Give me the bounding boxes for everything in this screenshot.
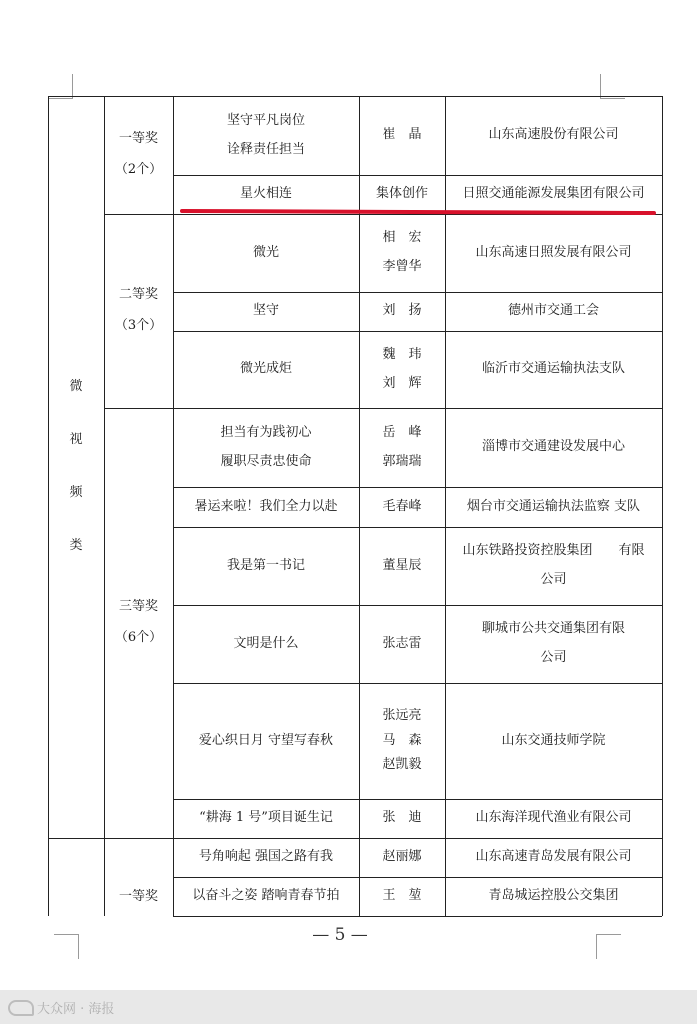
author-cell (360, 215, 444, 291)
author-text: 集体创作 (375, 186, 428, 202)
org-text: 山东高速日照发展有限公司 (475, 244, 632, 260)
org-text: 山东铁路投资控股集团 有限 (462, 543, 645, 559)
work-title-cell (174, 606, 358, 682)
author-cell (360, 606, 444, 682)
title-text: 坚守 (252, 303, 279, 319)
author-cell (360, 176, 444, 213)
table-border-right (662, 96, 663, 916)
author-cell (360, 839, 444, 876)
work-title-cell (174, 878, 358, 915)
award-first-prize (104, 96, 173, 214)
work-title-cell (174, 215, 358, 291)
author-text: 董星辰 (382, 557, 422, 573)
row-divider (173, 916, 662, 917)
author-cell (360, 293, 444, 330)
org-text: 烟台市交通运输执法监察 支队 (466, 498, 641, 514)
organization-cell (446, 293, 661, 330)
organization-cell (446, 684, 661, 798)
author-text: 张志雷 (382, 635, 422, 651)
work-title-cell (174, 839, 358, 876)
author-cell (360, 409, 444, 486)
organization-cell (446, 332, 661, 407)
author-text: 郭瑞瑞 (382, 453, 422, 469)
title-text: 暑运来啦！我们全力以赴 (194, 498, 338, 514)
author-cell (360, 528, 444, 604)
org-text: 淄博市交通建设发展中心 (481, 439, 625, 455)
author-text: 张远亮 (382, 707, 422, 723)
organization-cell (446, 97, 661, 174)
work-title-cell (174, 97, 358, 174)
author-text: 魏 玮 (382, 346, 422, 362)
work-title-cell (174, 488, 358, 526)
watermark (8, 998, 114, 1017)
watermark-text: 大众网 · 海报 (37, 1002, 115, 1017)
org-text: 青岛城运控股公交集团 (488, 888, 619, 904)
title-text: 担当有为践初心 (220, 424, 312, 440)
work-title-cell (174, 800, 358, 837)
work-title-cell (174, 176, 358, 213)
category-char: 类 (69, 537, 83, 553)
award-second-prize (104, 214, 173, 408)
award-label: 二等奖 (118, 287, 158, 303)
org-text: 临沂市交通运输执法支队 (481, 361, 625, 377)
author-cell (360, 488, 444, 526)
author-text: 刘 扬 (382, 303, 422, 319)
org-text: 公司 (540, 650, 567, 665)
category-char: 微 (69, 379, 83, 395)
org-text: 聊城市公共交通集团有限 (481, 621, 625, 637)
title-text: 以奋斗之姿 踏响青春节拍 (192, 888, 340, 904)
author-text: 毛春峰 (382, 498, 422, 514)
author-text: 赵凯毅 (382, 757, 422, 773)
work-title-cell (174, 409, 358, 486)
org-text: 山东高速青岛发展有限公司 (475, 849, 632, 865)
org-text: 公司 (540, 572, 567, 587)
title-text: 星火相连 (239, 186, 292, 202)
organization-cell (446, 528, 661, 604)
author-text: 赵丽娜 (382, 849, 422, 865)
author-cell (360, 684, 444, 798)
org-text: 山东海洋现代渔业有限公司 (475, 810, 632, 826)
org-text: 山东交通技师学院 (501, 732, 606, 748)
work-title-cell (174, 293, 358, 330)
organization-cell (446, 409, 661, 486)
award-count: （2个） (114, 162, 163, 177)
award-first-prize-next (104, 838, 173, 916)
author-text: 相 宏 (382, 230, 422, 246)
organization-cell (446, 215, 661, 291)
work-title-cell (174, 684, 358, 798)
author-text: 王 堃 (382, 888, 422, 904)
title-text: 坚守平凡岗位 (226, 112, 305, 128)
author-text: 马 森 (382, 732, 422, 748)
org-text: 日照交通能源发展集团有限公司 (462, 186, 645, 202)
title-text: 号角响起 强国之路有我 (198, 849, 334, 865)
author-cell (360, 332, 444, 407)
page-number: — 5 — (312, 925, 368, 945)
award-count: （6个） (114, 630, 163, 645)
author-text: 崔 晶 (382, 127, 422, 143)
title-text: 爱心织日月 守望写春秋 (198, 732, 334, 748)
org-text: 德州市交通工会 (507, 303, 599, 319)
organization-cell (446, 878, 661, 915)
watermark-logo-icon (8, 1000, 34, 1016)
award-label: 一等奖 (118, 131, 158, 147)
award-label: 三等奖 (118, 599, 158, 615)
title-text: 诠释责任担当 (226, 141, 305, 157)
organization-cell (446, 606, 661, 682)
title-text: 履职尽责忠使命 (220, 453, 312, 469)
org-text: 山东高速股份有限公司 (488, 127, 619, 143)
organization-cell (446, 176, 661, 213)
work-title-cell (174, 528, 358, 604)
organization-cell (446, 839, 661, 876)
author-cell (360, 800, 444, 837)
author-cell (360, 97, 444, 174)
category-char: 视 (69, 432, 83, 448)
award-count: （3个） (114, 318, 163, 333)
author-text: 刘 辉 (382, 375, 422, 391)
organization-cell (446, 488, 661, 526)
award-label: 一等奖 (118, 889, 158, 905)
title-text: 微光成炬 (239, 361, 292, 377)
author-text: 李曾华 (382, 259, 422, 274)
award-third-prize (104, 408, 173, 838)
category-char: 频 (69, 485, 83, 500)
title-text: 文明是什么 (233, 635, 299, 651)
author-cell (360, 878, 444, 915)
category-cell (48, 96, 104, 838)
title-text: 微光 (252, 244, 279, 260)
organization-cell (446, 800, 661, 837)
title-text: 我是第一书记 (226, 557, 305, 573)
author-text: 张 迪 (382, 810, 422, 826)
author-text: 岳 峰 (382, 424, 422, 440)
work-title-cell (174, 332, 358, 407)
title-text: “耕海 1 号”项目诞生记 (199, 810, 333, 826)
